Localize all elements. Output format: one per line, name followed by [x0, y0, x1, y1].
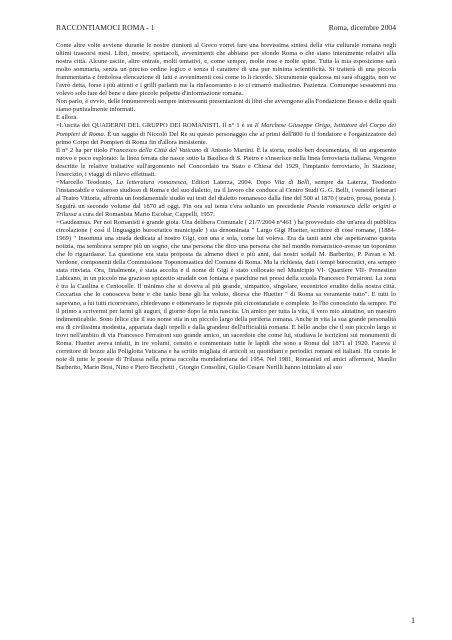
page-number: 1: [411, 616, 415, 625]
text-run: , sempre da Laterza, Teodonio l'instancabile e valoroso studioso di Roma e del suo dialetto, tra il lavoro che conduce al Centro Studi G. G. Belli, i venerdì letterari al Teatro Vittoria, affronta un fondamentale studio sui testi del dialetto romanesco dalla fine del 500 al 1870 ( teatro, prosa, poesia ). Seguirà un secondo volume dal 1870 ad oggi. Fin ora sul tema c'era soltanto un precedente: [56, 178, 396, 210]
text-run: a cura del Romanista Mario Escobar, Cappelli, 1957.: [76, 210, 215, 218]
page-header: [56, 22, 396, 34]
document-date: Roma, dicembre 2004: [328, 23, 396, 32]
book-title: Francesco della Città del Vaticano: [109, 146, 202, 154]
book-title: Vita di Belli: [274, 178, 310, 186]
paragraph-quaderni-2: [56, 147, 396, 179]
document-title: RACCONTIAMOCI ROMA - 1: [56, 23, 155, 32]
book-title: La letteratura romanesca: [116, 178, 187, 186]
book-title: Poesia romanesca delle origini a Trilussa: [56, 202, 396, 218]
text-run: =L'uscita dei QUADERNI DEL GRUPPO DEI ROMANISTI. Il n° 1 è su: [56, 122, 255, 130]
paragraph-intro: Come altre volte avviene durante le nostre riunioni al Greco vorrei fare una brevissima sintesi della vita culturale romana negli ultimi trascorsi mesi. Libri, mostre, spettacoli, avvenimenti che abbiano per sfondo Roma o che siano interamente relativi alla nostra città. Alcune uscite, altre entrate, molti tentativi, e, come sempre, molte rose e molte spine. Tutta la mia esposizione sarà molto sommaria, senza un preciso ordine logico e senza il carattere di una pur minima scientificità. Si tratterà di una piccola frammentaria e frettolosa elencazione di fatti e avvenimenti così come io li ricordo. Sicuramente qualcosa mi sarà sfuggita, non ve l'avrò detta, forse i più attenti e i grilli parlanti me la rinfacceranno e io ci rimarrò malissimo. Pazienza. Comunque sessatenni ma volevo solo fare del bene e dare piccole polpette d'informazione romana.: [56, 42, 396, 98]
text-run: di Antonio Martini. È la storia, molto ben documentata, di un argomento nuovo e poco esplorato: la linea ferrata che nasce sotto la Basilica di S. Pietro e s'inserisce nella linea ferroviaria italiana. Vengono descritte le relative trattative sull'argomento nel Concordato tra Stato e Chiesa del 1929, l'impianto ferroviario, lo Stazione, l'esercizio, i viaggi di rilievo effettuati.: [56, 146, 396, 178]
text-run: Il n° 2 ha per titolo: [56, 146, 110, 154]
document-body: [56, 42, 396, 372]
paragraph-quaderni: [56, 122, 396, 146]
paragraph-allora: E allora.: [56, 114, 78, 122]
text-run: , Editori Laterza, 2004. Dopo: [186, 178, 275, 186]
text-run: =Marcello Teodonio,: [56, 178, 117, 186]
paragraph-teodonio: [56, 179, 396, 219]
book-title: Il Marchese Giuseppe Origo, Istitutore del Corpo dei Pompieri di Roma: [56, 122, 396, 138]
text-run: . È un saggio di Niccolò Del Re su questo personaggio che ai primi dell'800 fu il fondatore e l'organizzatore del primo Corpo dei Pompieri di Roma fin d'allora inesistente.: [56, 130, 396, 146]
paragraph-gaudeamus: =Gaudeamus. Per noi Romanisti è grande gioia. Una delibera Comunale ( 21/7/2004 n°461 ) ha provveduto che un'area di pubblica circolazione ( così il linguaggio burocratico municipale ) sia denominata " Largo Gigi Huetter, scrittore di cose romane, (1884-1969) " Insomma una strada dedicata al nostro Gigi, con una e sola, come lui voleva. Era da tanti anni che aspettavamo questa notizia, ma sembrava sempre più un sogno, che una persona che dico una persona che nel mondo romanistico-avesse un toponimo che lo riguardasse. La questione era stata proposta da almeno dieci e più anni, dai nostri sodali M. Barberito, P. Pavan e M. Verdone, componenti della Commissione Toponomastica del Comune di Roma. Ma la richiesta, dati i tempi burocratici, era sempre stata rinviata. Ora, finalmente, è stata accolta e il nome di Gigi è stato collocato nel Municipio VI- Quartiere VII- Prenestino Labicano, in un piccolo ma grazioso spizzetto stradale con fontana e panchine nei pressi della scuola Francesco Ferraironi. La zona è tra la Casilina e Centocelle. Il minimo che si doveva al più grande, simpatico, singolare, eccentrico erudito della nostra città. Ceccarius che lo conosceva bene e che tanto bene gli ha voluto, diceva che Huetter " di Roma sa veramente tutto". E tutti lo sapevano, a lui tutti ricorrevano, chiedevano e ottenevano le risposte più circostanziate e complete. Io l'ho conosciuto da sempre. Fu il primo a scrivermi per farmi gli auguri, il giorno dopo la mia nascita. Un amico per tutta la vita, il vero mio aiutatino, un maestro indimenticabile. Sono felice che il suo nome stia in un piccolo largo della periferia romana. Anche in vita la sua grande personalità era di civilissima modestia, appartata dagli orpelli e dalla grandeur dell'ufficialità romana. E bello anche che il suo piccolo largo si trovi nell'ambito di via Francesco Ferraironi suo grande amico, un sacerdote che come lui, studiava le iscrizioni sui monumenti di Roma. Huetter aveva infatti, in tre volumi, censito e commentato tutte le lapidi che sono a Roma dal 1871 al 1920. Faceva il correttore di bozze alla Poliglotta Vaticana e ha scritto migliaia di articoli su quotidiani e periodici romani ed italiani. Ha curato le note di tutte le poesie di Trilussa nella prima raccolta mondadoriana del 1954. Nel 1981, Romanisti ed amici affermosi, Manlio Barberito, Mario Bosi, Nino e Piero Becchetti , Giorgio Consolini, Giulio Cesare Nerilli hanno intitolato al suo: [56, 219, 396, 371]
paragraph-besso: Non parlo, è ovvio, delle innumerevoli sempre interessanti presentazioni di libri che avvengono alla Fondazione Besso e delle quali siamo puntualmente informati.: [56, 98, 396, 114]
